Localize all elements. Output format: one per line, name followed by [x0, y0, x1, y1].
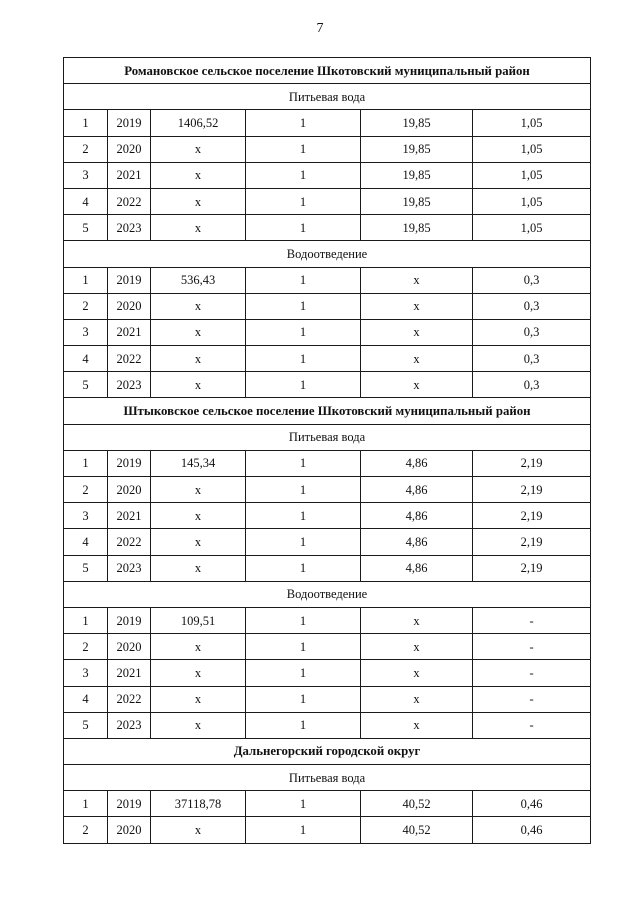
column-6-cell: 0,3	[473, 372, 591, 398]
year-cell: 2019	[108, 450, 151, 476]
column-6-cell: 0,46	[473, 791, 591, 817]
year-cell: 2019	[108, 607, 151, 633]
column-5-cell: 4,86	[361, 503, 473, 529]
column-6-cell: 1,05	[473, 188, 591, 214]
year-cell: 2022	[108, 529, 151, 555]
column-5-cell: х	[361, 293, 473, 319]
column-5-cell: 4,86	[361, 529, 473, 555]
column-5-cell: 4,86	[361, 555, 473, 581]
column-5-cell: 19,85	[361, 162, 473, 188]
amount-cell: х	[151, 634, 246, 660]
column-4-cell: 1	[246, 477, 361, 503]
table-row	[64, 293, 591, 319]
table-row	[64, 372, 591, 398]
column-6-cell: 0,3	[473, 319, 591, 345]
table-row	[64, 267, 591, 293]
column-4-cell: 1	[246, 346, 361, 372]
amount-cell: 1406,52	[151, 110, 246, 136]
row-number-cell: 1	[64, 607, 108, 633]
year-cell: 2021	[108, 319, 151, 345]
row-number-cell: 1	[64, 267, 108, 293]
column-6-cell: 1,05	[473, 110, 591, 136]
amount-cell: 37118,78	[151, 791, 246, 817]
amount-cell: х	[151, 712, 246, 738]
amount-cell: х	[151, 319, 246, 345]
column-4-cell: 1	[246, 319, 361, 345]
table-row	[64, 607, 591, 633]
column-6-cell: -	[473, 634, 591, 660]
year-cell: 2020	[108, 293, 151, 319]
column-4-cell: 1	[246, 817, 361, 843]
column-4-cell: 1	[246, 162, 361, 188]
row-number-cell: 1	[64, 450, 108, 476]
section-title: Романовское сельское поселение Шкотовский муниципальный район	[64, 58, 591, 84]
row-number-cell: 5	[64, 712, 108, 738]
row-number-cell: 1	[64, 110, 108, 136]
column-4-cell: 1	[246, 267, 361, 293]
row-number-cell: 2	[64, 477, 108, 503]
column-6-cell: -	[473, 712, 591, 738]
column-6-cell: 0,3	[473, 267, 591, 293]
column-6-cell: 0,3	[473, 346, 591, 372]
column-4-cell: 1	[246, 110, 361, 136]
column-5-cell: х	[361, 607, 473, 633]
amount-cell: х	[151, 817, 246, 843]
year-cell: 2021	[108, 503, 151, 529]
column-6-cell: -	[473, 607, 591, 633]
year-cell: 2022	[108, 346, 151, 372]
column-4-cell: 1	[246, 188, 361, 214]
column-5-cell: 19,85	[361, 110, 473, 136]
year-cell: 2023	[108, 712, 151, 738]
column-5-cell: х	[361, 267, 473, 293]
amount-cell: х	[151, 503, 246, 529]
row-number-cell: 2	[64, 136, 108, 162]
group-header-row	[64, 424, 591, 450]
year-cell: 2021	[108, 660, 151, 686]
column-4-cell: 1	[246, 215, 361, 241]
table-row	[64, 215, 591, 241]
year-cell: 2020	[108, 817, 151, 843]
row-number-cell: 4	[64, 686, 108, 712]
column-6-cell: 2,19	[473, 529, 591, 555]
amount-cell: х	[151, 188, 246, 214]
column-5-cell: х	[361, 319, 473, 345]
section-title: Штыковское сельское поселение Шкотовский муниципальный район	[64, 398, 591, 424]
amount-cell: 536,43	[151, 267, 246, 293]
table-row	[64, 162, 591, 188]
section-header-row	[64, 58, 591, 84]
table-row	[64, 555, 591, 581]
group-title: Питьевая вода	[64, 765, 591, 791]
table-row	[64, 634, 591, 660]
column-5-cell: 19,85	[361, 136, 473, 162]
amount-cell: х	[151, 346, 246, 372]
column-5-cell: 19,85	[361, 188, 473, 214]
column-5-cell: х	[361, 686, 473, 712]
column-6-cell: 1,05	[473, 215, 591, 241]
column-5-cell: 40,52	[361, 817, 473, 843]
column-6-cell: 1,05	[473, 136, 591, 162]
amount-cell: х	[151, 660, 246, 686]
column-5-cell: х	[361, 346, 473, 372]
column-6-cell: -	[473, 686, 591, 712]
group-title: Водоотведение	[64, 581, 591, 607]
column-6-cell: 2,19	[473, 450, 591, 476]
table-row	[64, 686, 591, 712]
year-cell: 2020	[108, 477, 151, 503]
amount-cell: х	[151, 162, 246, 188]
column-4-cell: 1	[246, 607, 361, 633]
table-row	[64, 319, 591, 345]
column-5-cell: 4,86	[361, 477, 473, 503]
column-6-cell: -	[473, 660, 591, 686]
column-6-cell: 2,19	[473, 503, 591, 529]
column-6-cell: 1,05	[473, 162, 591, 188]
group-header-row	[64, 765, 591, 791]
group-title: Питьевая вода	[64, 84, 591, 110]
amount-cell: х	[151, 686, 246, 712]
year-cell: 2023	[108, 555, 151, 581]
row-number-cell: 4	[64, 188, 108, 214]
column-5-cell: 19,85	[361, 215, 473, 241]
year-cell: 2022	[108, 188, 151, 214]
table-row	[64, 817, 591, 843]
amount-cell: х	[151, 477, 246, 503]
row-number-cell: 4	[64, 346, 108, 372]
row-number-cell: 2	[64, 817, 108, 843]
column-4-cell: 1	[246, 293, 361, 319]
year-cell: 2023	[108, 215, 151, 241]
column-5-cell: х	[361, 372, 473, 398]
group-title: Питьевая вода	[64, 424, 591, 450]
row-number-cell: 3	[64, 660, 108, 686]
tariff-table	[63, 57, 591, 844]
table-row	[64, 110, 591, 136]
row-number-cell: 2	[64, 293, 108, 319]
row-number-cell: 3	[64, 503, 108, 529]
amount-cell: х	[151, 529, 246, 555]
column-4-cell: 1	[246, 712, 361, 738]
column-4-cell: 1	[246, 529, 361, 555]
row-number-cell: 3	[64, 319, 108, 345]
column-4-cell: 1	[246, 791, 361, 817]
year-cell: 2020	[108, 634, 151, 660]
column-5-cell: 40,52	[361, 791, 473, 817]
column-4-cell: 1	[246, 372, 361, 398]
amount-cell: х	[151, 372, 246, 398]
table-row	[64, 712, 591, 738]
column-4-cell: 1	[246, 503, 361, 529]
column-6-cell: 0,46	[473, 817, 591, 843]
year-cell: 2019	[108, 267, 151, 293]
table-row	[64, 529, 591, 555]
row-number-cell: 2	[64, 634, 108, 660]
row-number-cell: 4	[64, 529, 108, 555]
row-number-cell: 3	[64, 162, 108, 188]
row-number-cell: 5	[64, 372, 108, 398]
column-5-cell: 4,86	[361, 450, 473, 476]
column-5-cell: х	[361, 712, 473, 738]
column-5-cell: х	[361, 660, 473, 686]
column-4-cell: 1	[246, 136, 361, 162]
year-cell: 2022	[108, 686, 151, 712]
year-cell: 2021	[108, 162, 151, 188]
group-header-row	[64, 84, 591, 110]
row-number-cell: 5	[64, 215, 108, 241]
table-row	[64, 450, 591, 476]
table-row	[64, 477, 591, 503]
amount-cell: 145,34	[151, 450, 246, 476]
group-header-row	[64, 581, 591, 607]
section-header-row	[64, 398, 591, 424]
amount-cell: х	[151, 136, 246, 162]
column-4-cell: 1	[246, 634, 361, 660]
column-6-cell: 2,19	[473, 477, 591, 503]
section-title: Дальнегорский городской округ	[64, 738, 591, 764]
amount-cell: х	[151, 293, 246, 319]
table-row	[64, 188, 591, 214]
column-4-cell: 1	[246, 686, 361, 712]
table-row	[64, 346, 591, 372]
amount-cell: х	[151, 215, 246, 241]
row-number-cell: 1	[64, 791, 108, 817]
column-5-cell: х	[361, 634, 473, 660]
table-row	[64, 503, 591, 529]
group-title: Водоотведение	[64, 241, 591, 267]
table-row	[64, 791, 591, 817]
page-number: 7	[316, 21, 324, 36]
table-row	[64, 660, 591, 686]
column-4-cell: 1	[246, 450, 361, 476]
section-header-row	[64, 738, 591, 764]
column-4-cell: 1	[246, 555, 361, 581]
column-4-cell: 1	[246, 660, 361, 686]
year-cell: 2023	[108, 372, 151, 398]
year-cell: 2019	[108, 110, 151, 136]
group-header-row	[64, 241, 591, 267]
year-cell: 2019	[108, 791, 151, 817]
amount-cell: х	[151, 555, 246, 581]
row-number-cell: 5	[64, 555, 108, 581]
amount-cell: 109,51	[151, 607, 246, 633]
table-row	[64, 136, 591, 162]
column-6-cell: 0,3	[473, 293, 591, 319]
column-6-cell: 2,19	[473, 555, 591, 581]
year-cell: 2020	[108, 136, 151, 162]
